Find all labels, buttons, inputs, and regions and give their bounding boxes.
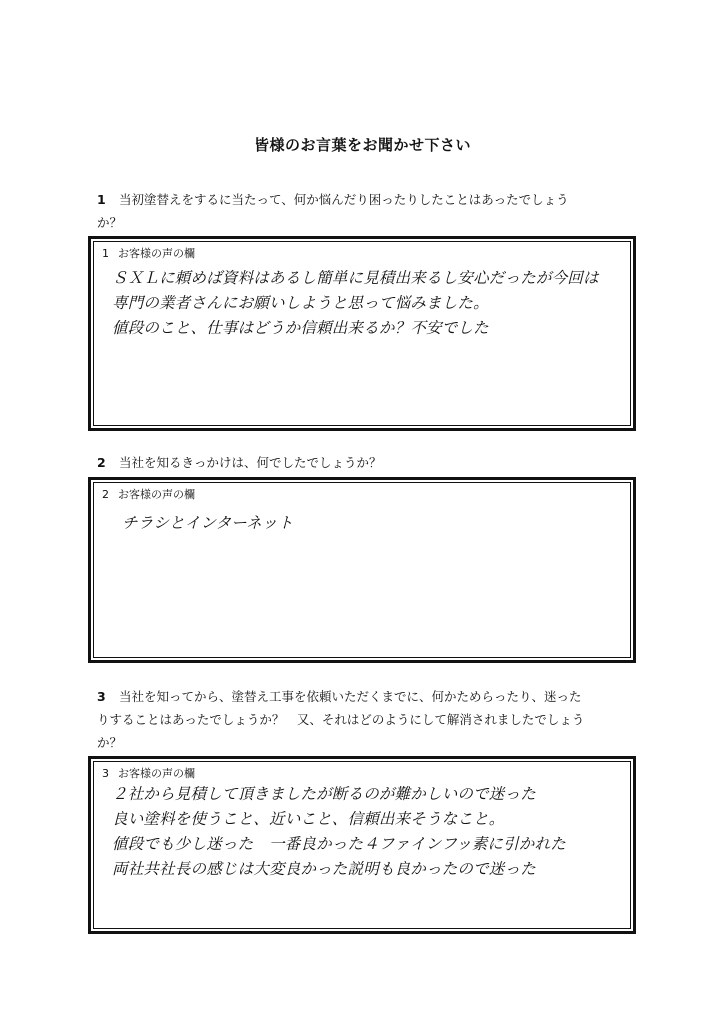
question-3-text-line-3: か？ — [97, 735, 123, 750]
answer-box-2-label — [102, 486, 195, 502]
question-1-text-line-1: 当初塗替えをするに当たって、何か悩んだり困ったりしたことはあったでしょう — [119, 192, 569, 207]
answer-2-line-1: チラシとインターネット — [122, 514, 294, 532]
answer-box-3-label — [102, 765, 195, 781]
answer-box-3-inner — [93, 761, 631, 929]
answer-3-line-1: ２社から見積して頂きましたが断るのが難かしいので迷った — [112, 785, 536, 803]
answer-1-line-1: ＳＸＬに頼めば資料はあるし簡単に見積出来るし安心だったが今回は — [112, 269, 599, 287]
answer-box-3 — [88, 756, 636, 934]
question-3-text-line-1: 当社を知ってから、塗替え工事を依頼いただくまでに、何かためらったり、迷った — [119, 689, 582, 704]
answer-3-line-3: 値段でも少し迷った 一番良かった４ファインフッ素に引かれた — [112, 835, 566, 853]
question-1-number: 1 — [97, 192, 106, 207]
answer-box-2 — [88, 477, 636, 663]
answer-1-handwriting — [112, 266, 624, 341]
answer-box-3-label-text: お客様の声の欄 — [118, 767, 195, 780]
answer-2-handwriting — [122, 511, 624, 536]
answer-box-3-number: 3 — [102, 767, 109, 780]
question-2-number: 2 — [97, 455, 106, 470]
question-1-text-line-2: か？ — [97, 215, 123, 230]
question-2-text-line-1: 当社を知るきっかけは、何でしたでしょうか？ — [119, 455, 382, 470]
answer-box-1 — [88, 236, 636, 431]
answer-3-line-2: 良い塗料を使うこと、近いこと、信頼出来そうなこと。 — [112, 810, 505, 828]
answer-box-1-number: 1 — [102, 247, 109, 260]
answer-box-1-inner — [93, 241, 631, 426]
question-2 — [97, 451, 637, 474]
answer-box-1-label — [102, 245, 195, 261]
question-3 — [97, 685, 637, 754]
answer-box-1-label-text: お客様の声の欄 — [118, 247, 195, 260]
answer-1-line-2: 専門の業者さんにお願いしようと思って悩みました。 — [112, 294, 489, 312]
answer-3-handwriting — [112, 782, 624, 882]
question-1 — [97, 188, 637, 234]
answer-box-2-number: 2 — [102, 488, 109, 501]
answer-1-line-3: 値段のこと、仕事はどうか信頼出来るか？不安でした — [112, 319, 489, 337]
page-title: 皆様のお言葉をお聞かせ下さい — [253, 136, 471, 154]
answer-box-2-inner — [93, 482, 631, 658]
answer-3-line-4: 両社共社長の感じは大変良かった説明も良かったので迷った — [112, 860, 536, 878]
question-3-number: 3 — [97, 689, 106, 704]
answer-box-2-label-text: お客様の声の欄 — [118, 488, 195, 501]
question-3-text-line-2: りすることはあったでしょうか？ 又、それはどのようにして解消されましたでしょう — [97, 712, 585, 727]
